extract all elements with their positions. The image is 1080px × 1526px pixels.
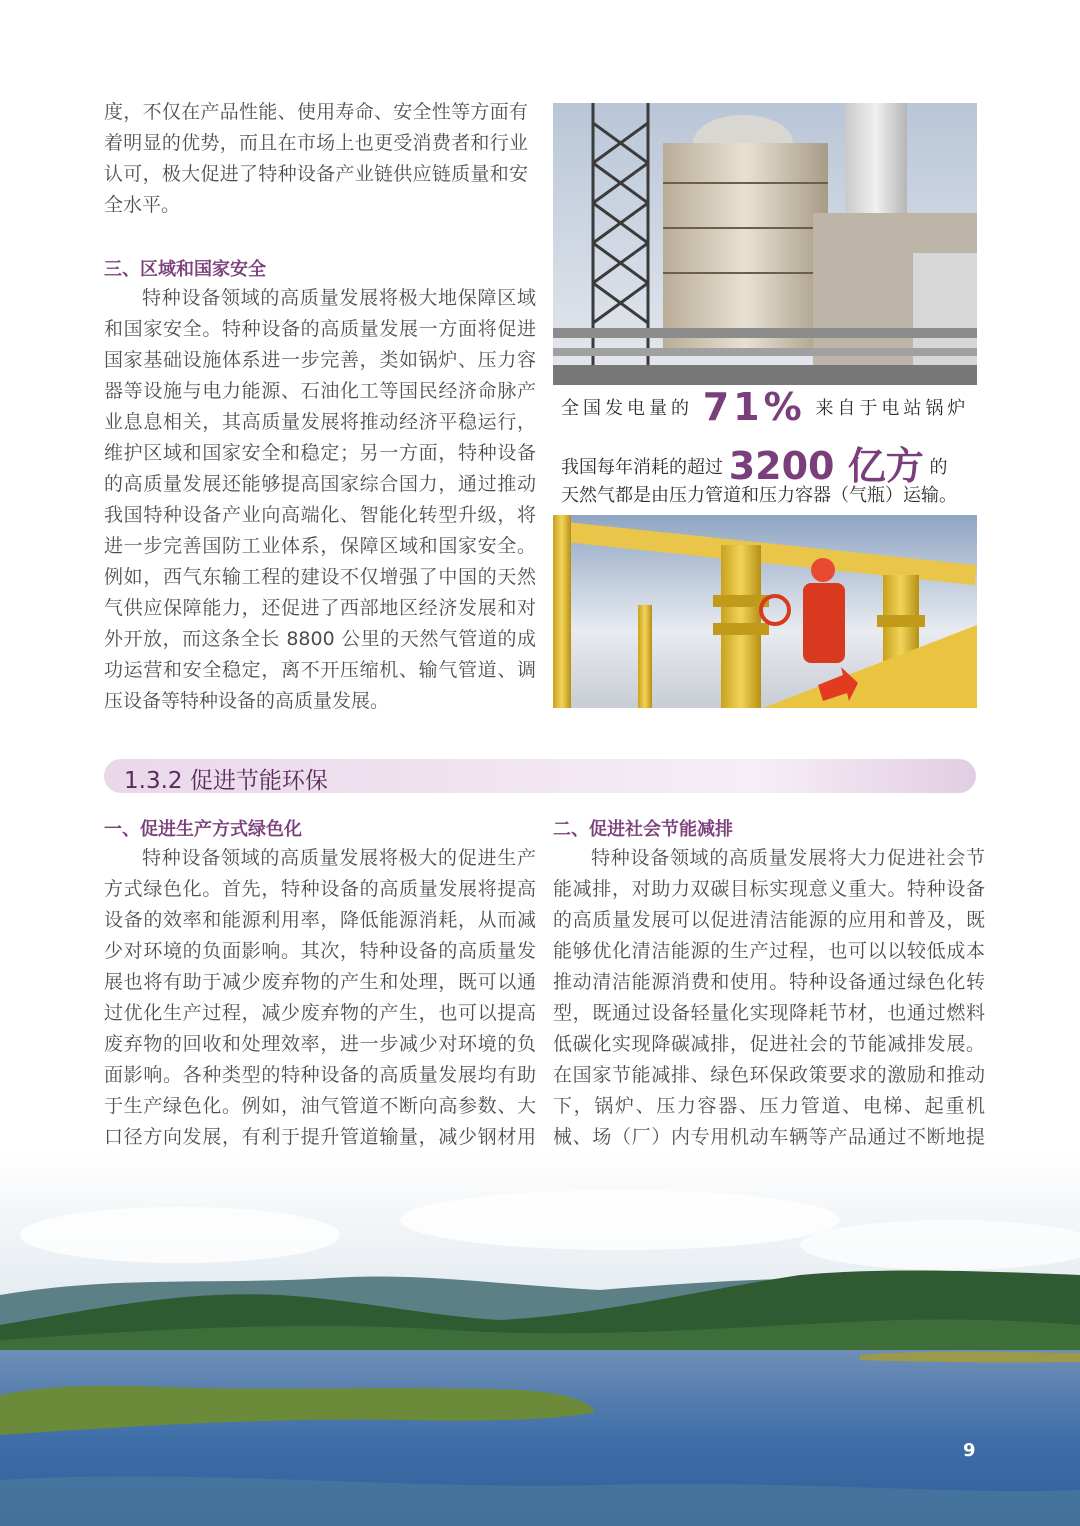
power-plant-illustration — [553, 103, 977, 385]
lake-landscape-illustration — [0, 1150, 1080, 1526]
pipeline-illustration — [553, 515, 977, 708]
section-three-paragraph — [104, 283, 536, 717]
stat-power-suffix: 来自于电站锅炉 — [815, 398, 970, 419]
stat-power-percent: 71% — [702, 385, 806, 429]
left-column-paragraph — [104, 843, 536, 1184]
lake-landscape-photo — [0, 1150, 1080, 1526]
section-banner — [104, 759, 976, 793]
right-column-heading: 二、促进社会节能减排 — [553, 819, 733, 840]
stat-line-transport: 天然气都是由压力管道和压力容器（气瓶）运输。 — [561, 485, 957, 506]
left-column-heading: 一、促进生产方式绿色化 — [104, 819, 302, 840]
intro-paragraph-text: 度，不仅在产品性能、使用寿命、安全性等方面有着明显的优势，而且在市场上也更受消费者和行业认可，极大促进了特种设备产业链供应链质量和安全水平。 — [104, 101, 528, 216]
section-three-heading: 三、区域和国家安全 — [104, 259, 266, 280]
stat-gas-suffix: 的 — [929, 457, 948, 478]
right-column-text: 特种设备领域的高质量发展将大力促进社会节能减排，对助力双碳目标实现意义重大。特种设备的高质量发展可以促进清洁能源的应用和普及，既能够优化清洁能源的生产过程，也可以以较低成本推动清洁能源消费和使用。特种设备通过绿色化转型，既通过设备轻量化实现降耗节材，也通过燃料低碳化实现降碳减排，促进社会的节能减排发展。在国家节能减排、绿色环保政策要求的激励和推动下，锅炉、压力容器、压力管道、电梯、起重机械、场（厂）内专用机动车辆等产品通过不断地提 — [553, 847, 985, 1148]
stat-gas-volume: 3200 亿方 — [728, 444, 924, 488]
section-three-text: 特种设备领域的高质量发展将极大地保障区域和国家安全。特种设备的高质量发展一方面将促进国家基础设施体系进一步完善，类如锅炉、压力容器等设施与电力能源、石油化工等国民经济命脉产业息息相关，其高质量发展将推动经济平稳运行，维护区域和国家安全和稳定；另一方面，特种设备的高质量发展还能够提高国家综合国力，通过推动我国特种设备产业向高端化、智能化转型升级，将进一步完善国防工业体系，保障区域和国家安全。例如，西气东输工程的建设不仅增强了中国的天然气供应保障能力，还促进了西部地区经济发展和对外开放，而这条全长 8800 公里的天然气管道的成功运营和安全稳定，离不开压缩机、输气管道、调压设备等特种设备的高质量发展。 — [104, 287, 536, 712]
stats-callout — [553, 385, 977, 515]
left-column-text: 特种设备领域的高质量发展将极大的促进生产方式绿色化。首先，特种设备的高质量发展将提高设备的效率和能源利用率，降低能源消耗，从而减少对环境的负面影响。其次，特种设备的高质量发展也将有助于减少废弃物的产生和处理，既可以通过优化生产过程，减少废弃物的产生，也可以提高废弃物的回收和处理效率，进一步减少对环境的负面影响。各种类型的特种设备的高质量发展均有助于生产绿色化。例如，油气管道不断向高参数、大口径方向发展，有利于提升管道输量，减少钢材用 — [104, 847, 536, 1148]
stat-power-prefix: 全国发电量的 — [561, 398, 693, 419]
power-plant-photo — [553, 103, 977, 385]
intro-paragraph — [104, 97, 528, 221]
section-banner-title: 1.3.2 促进节能环保 — [124, 768, 328, 794]
page-number: 9 — [963, 1440, 976, 1461]
stat-line-power — [561, 385, 969, 429]
pipeline-worker-photo — [553, 515, 977, 708]
stat-gas-prefix: 我国每年消耗的超过 — [561, 457, 723, 478]
